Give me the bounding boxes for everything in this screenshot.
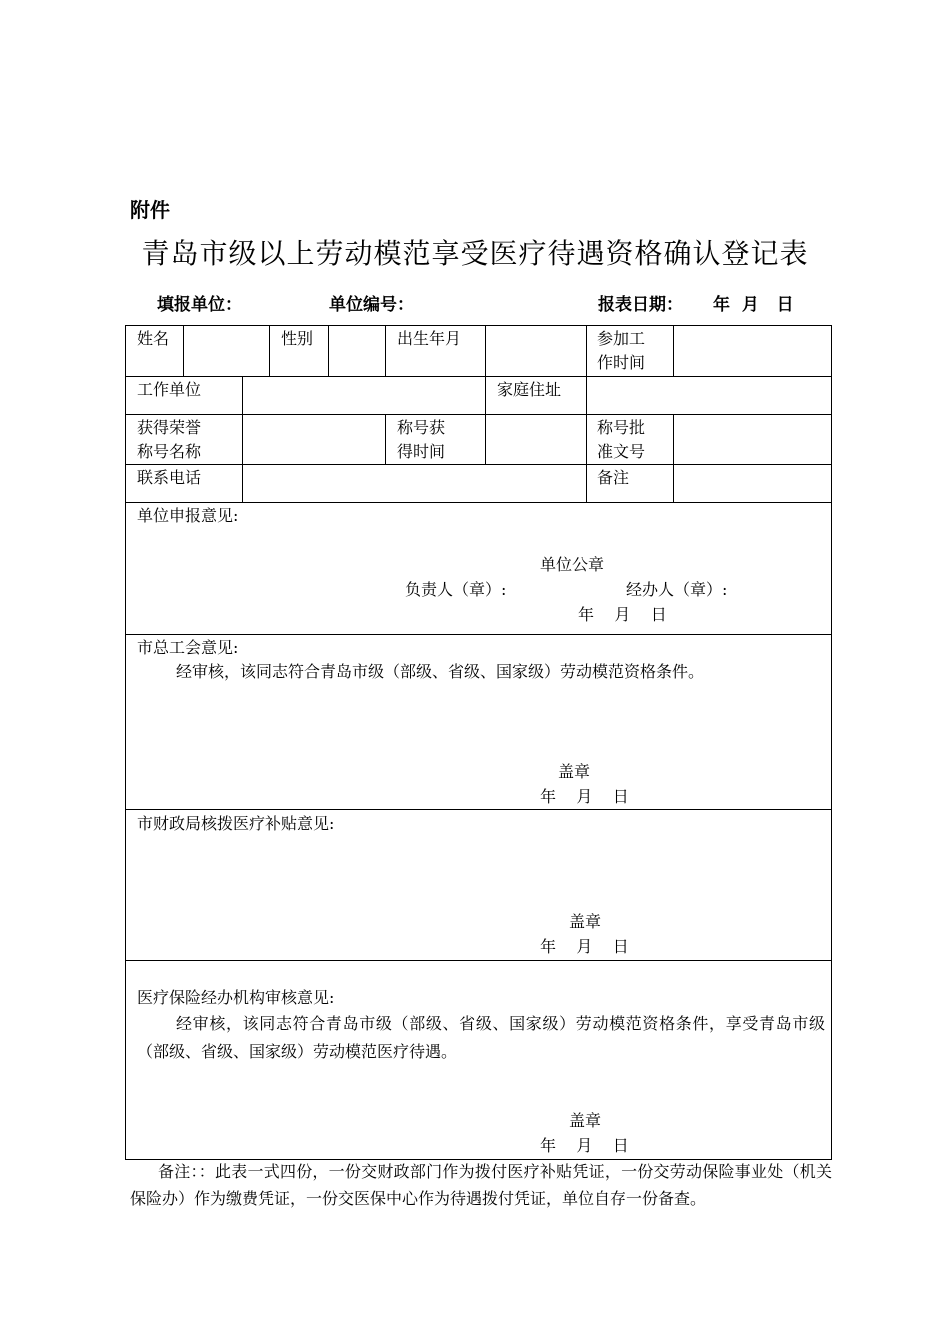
- col-divider: [183, 325, 184, 377]
- insurance-date: 年 月 日: [540, 1136, 629, 1155]
- unit-seal-label: 单位公章: [540, 555, 605, 574]
- unit-number-label: 单位编号：: [329, 295, 414, 315]
- union-date: 年 月 日: [540, 787, 629, 806]
- col-divider: [242, 464, 243, 503]
- section-divider: [125, 634, 832, 635]
- reporting-unit-label: 填报单位：: [157, 295, 242, 315]
- col-divider: [328, 325, 329, 377]
- row-divider: [125, 502, 832, 503]
- union-seal-label: 盖章: [558, 762, 591, 781]
- row-divider: [125, 414, 832, 415]
- section-divider: [125, 809, 832, 810]
- union-opinion-heading: 市总工会意见:: [137, 638, 239, 657]
- col-divider: [485, 325, 486, 377]
- label-employer: 工作单位: [137, 380, 202, 399]
- col-divider: [385, 325, 386, 377]
- label-address: 家庭住址: [497, 380, 562, 399]
- handler-signature-label: 经办人（章）:: [626, 580, 728, 599]
- unit-opinion-heading: 单位申报意见:: [137, 506, 239, 525]
- label-phone: 联系电话: [137, 468, 202, 487]
- report-date-label: 报表日期：: [598, 295, 683, 315]
- attachment-label: 附件: [130, 198, 170, 222]
- finance-seal-label: 盖章: [569, 912, 602, 931]
- label-honor-2: 称号名称: [137, 442, 202, 461]
- footnote: 备注：：此表一式四份，一份交财政部门作为拨付医疗补贴凭证，一份交劳动保险事业处（机关保险办）作为缴费凭证，一份交医保中心作为待遇拨付凭证，单位自存一份备查。: [130, 1162, 832, 1208]
- label-work-start-1: 参加工: [597, 329, 646, 348]
- label-approval-2: 准文号: [597, 442, 646, 461]
- col-divider: [586, 376, 587, 415]
- label-remarks: 备注: [597, 468, 630, 487]
- label-work-start-2: 作时间: [597, 353, 646, 372]
- col-divider: [586, 464, 587, 503]
- table-border-right: [831, 325, 832, 1160]
- insurance-opinion-heading: 医疗保险经办机构审核意见:: [137, 988, 335, 1007]
- union-opinion-body: 经审核，该同志符合青岛市级（部级、省级、国家级）劳动模范资格条件。: [176, 662, 705, 681]
- form-title: 青岛市级以上劳动模范享受医疗待遇资格确认登记表: [141, 237, 809, 270]
- row-divider: [125, 376, 832, 377]
- label-honor-time-2: 得时间: [397, 442, 446, 461]
- label-honor-time-1: 称号获: [397, 418, 446, 437]
- col-divider: [586, 325, 587, 377]
- col-divider: [586, 414, 587, 465]
- row-divider: [125, 464, 832, 465]
- col-divider: [673, 414, 674, 465]
- col-divider: [269, 325, 270, 377]
- finance-date: 年 月 日: [540, 937, 629, 956]
- report-date-value: 年 月 日: [713, 295, 794, 315]
- label-name: 姓名: [137, 329, 170, 348]
- col-divider: [673, 464, 674, 503]
- section-divider: [125, 960, 832, 961]
- label-honor-1: 获得荣誉: [137, 418, 202, 437]
- col-divider: [242, 376, 243, 415]
- col-divider: [673, 325, 674, 377]
- finance-opinion-heading: 市财政局核拨医疗补贴意见:: [137, 814, 335, 833]
- col-divider: [485, 414, 486, 465]
- responsible-signature-label: 负责人（章）:: [405, 580, 507, 599]
- table-border-top: [125, 325, 832, 326]
- label-birth: 出生年月: [397, 329, 462, 348]
- label-approval-1: 称号批: [597, 418, 646, 437]
- insurance-seal-label: 盖章: [569, 1111, 602, 1130]
- unit-date: 年 月 日: [578, 605, 667, 624]
- label-gender: 性别: [281, 329, 314, 348]
- col-divider: [485, 376, 486, 415]
- table-border-left: [125, 325, 126, 1160]
- col-divider: [242, 414, 243, 465]
- col-divider: [385, 414, 386, 465]
- insurance-opinion-body: 经审核，该同志符合青岛市级（部级、省级、国家级）劳动模范资格条件，享受青岛市级（部级、省级、国家级）劳动模范医疗待遇。: [137, 1014, 825, 1061]
